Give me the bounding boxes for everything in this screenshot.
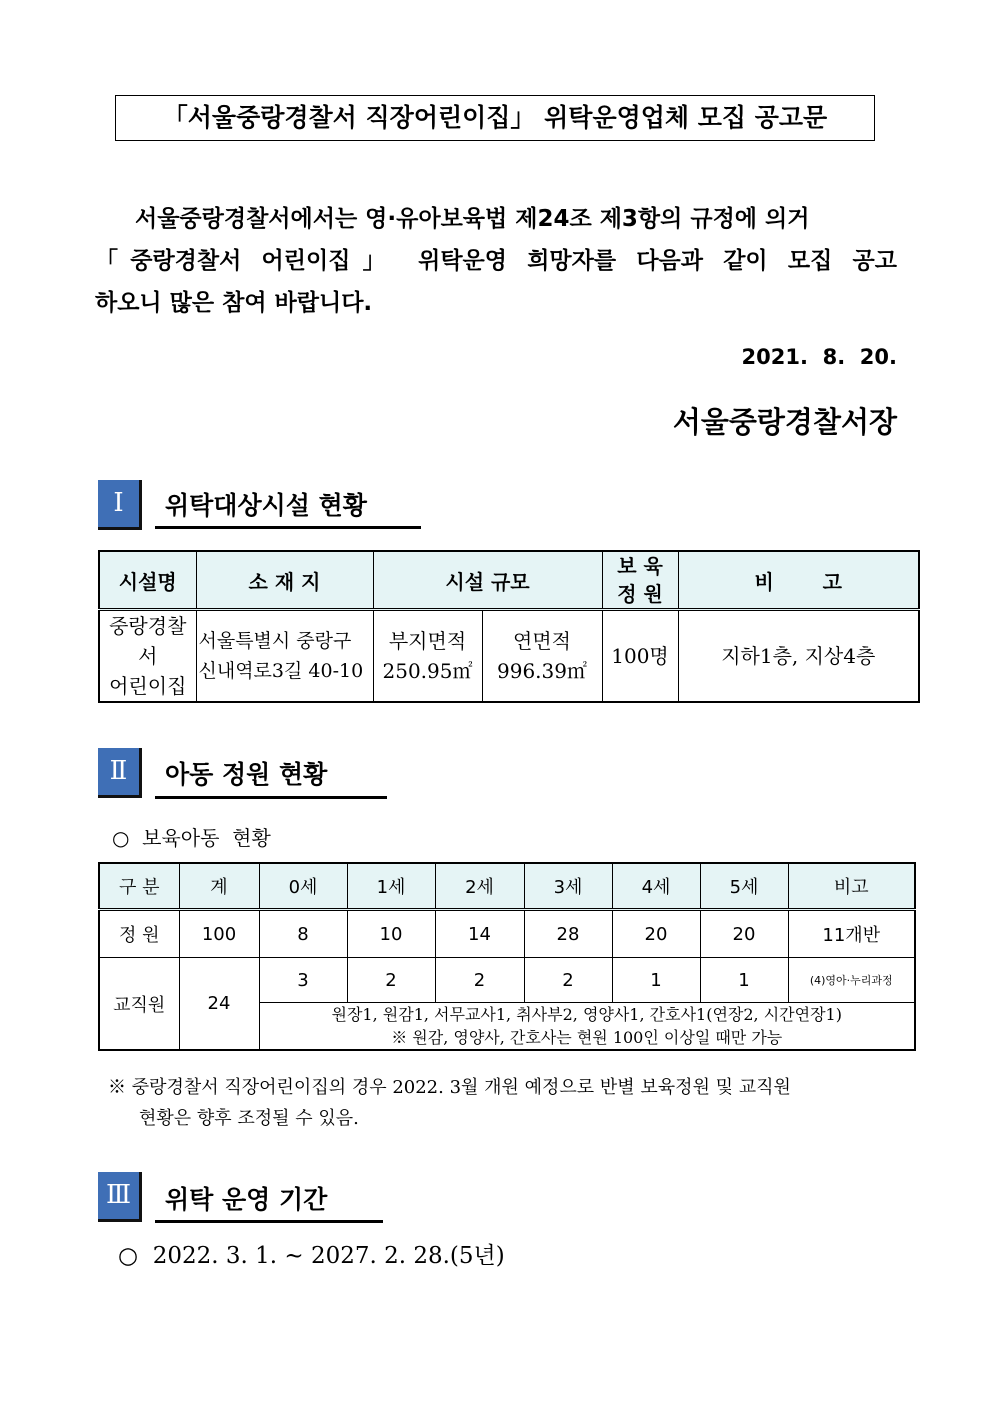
header-cell: 1세	[347, 863, 435, 910]
table-cell: (4)영아·누리과정	[788, 958, 915, 1003]
staff-detail-note-cell: ※ 원감, 영양사, 간호사는 현원 100인 이상일 때만 가능	[259, 1026, 915, 1050]
section-underline	[155, 526, 421, 529]
table-header-row	[99, 551, 919, 610]
intro-line: 「중랑경찰서 어린이집」 위탁운영 희망자를 다음과 같이 모집 공고	[95, 248, 897, 274]
notice-date: 2021. 8. 20.	[741, 345, 897, 369]
note-cell: 지하1층, 지상4층	[678, 610, 919, 703]
operation-period: ○ 2022. 3. 1. ∼ 2027. 2. 28.(5년)	[118, 1243, 505, 1269]
table-cell: 10	[347, 910, 435, 958]
header-cell: 계	[179, 863, 259, 910]
table-row	[99, 610, 919, 703]
cell-line: 부지면적	[388, 629, 467, 653]
table-cell: 28	[524, 910, 612, 958]
row-label-cell: 교직원	[99, 958, 179, 1051]
header-cell: 0세	[259, 863, 347, 910]
issuer-name: 서울중랑경찰서장	[672, 405, 897, 439]
table-cell: 11개반	[788, 910, 915, 958]
footnote-line: ※ 중랑경찰서 직장어린이집의 경우 2022. 3월 개원 예정으로 반별 보육정원 및 교직원	[108, 1077, 791, 1098]
header-cell: 3세	[524, 863, 612, 910]
header-cell: 비고	[788, 863, 915, 910]
table-cell: 3	[259, 958, 347, 1003]
table-cell: 14	[435, 910, 524, 958]
page-title: 「서울중랑경찰서 직장어린이집」 위탁운영업체 모집 공고문	[115, 95, 875, 141]
header-cell: 구 분	[99, 863, 179, 910]
intro-line: 서울중랑경찰서에서는 영·유아보육법 제24조 제3항의 규정에 의거	[135, 206, 810, 232]
cell-line: 서울특별시 중랑구	[198, 630, 352, 652]
row-label-cell: 정 원	[99, 910, 179, 958]
children-quota-table	[98, 862, 916, 1051]
table-cell: 2	[347, 958, 435, 1003]
header-cell: 4세	[612, 863, 700, 910]
table-cell: 2	[524, 958, 612, 1003]
cell-line: 중랑경찰서	[109, 614, 187, 668]
header-cell-line: 정 원	[617, 582, 663, 606]
section-number-badge: Ⅰ	[98, 480, 142, 530]
table-cell: 24	[179, 958, 259, 1051]
section-title: 아동 정원 현황	[165, 760, 328, 789]
header-cell: 시설명	[99, 551, 196, 610]
cell-line: 996.39㎡	[497, 659, 587, 683]
header-cell: 소 재 지	[196, 551, 373, 610]
table-cell: 1	[700, 958, 788, 1003]
cell-line: 신내역로3길 40-10	[198, 660, 364, 682]
staff-detail-cell: 원장1, 원감1, 서무교사1, 취사부2, 영양사1, 간호사1(연장2, 시간연장1)	[259, 1003, 915, 1027]
table-cell: 8	[259, 910, 347, 958]
facility-table	[98, 550, 920, 703]
table-cell: 20	[700, 910, 788, 958]
footnote	[108, 1072, 908, 1134]
header-cell: 5세	[700, 863, 788, 910]
cell-line: 연면적	[513, 629, 571, 653]
header-cell-line: 보 육	[617, 554, 663, 578]
section-number-badge: Ⅱ	[98, 748, 142, 798]
section-title: 위탁 운영 기간	[165, 1185, 328, 1214]
table-row	[99, 910, 915, 958]
header-cell: 비 고	[678, 551, 919, 610]
footnote-line: 현황은 향후 조정될 수 있음.	[139, 1108, 359, 1129]
table-cell: 1	[612, 958, 700, 1003]
header-cell: 시설 규모	[373, 551, 602, 610]
cell-line: 250.95㎡	[382, 659, 473, 683]
table-cell: 20	[612, 910, 700, 958]
section-underline	[155, 796, 387, 799]
capacity-cell: 100명	[602, 610, 678, 703]
site-area-cell	[373, 610, 482, 703]
facility-name-cell	[99, 610, 196, 703]
cell-line: 어린이집	[109, 674, 187, 698]
subsection-heading: ○ 보육아동 현황	[112, 826, 271, 850]
floor-area-cell	[482, 610, 602, 703]
section-number-badge: Ⅲ	[98, 1172, 142, 1222]
table-row	[99, 958, 915, 1003]
table-cell: 2	[435, 958, 524, 1003]
section-underline	[155, 1220, 383, 1223]
table-cell: 100	[179, 910, 259, 958]
table-header-row	[99, 863, 915, 910]
address-cell	[196, 610, 373, 703]
intro-paragraph	[95, 198, 897, 324]
section-title: 위탁대상시설 현황	[165, 491, 367, 520]
header-cell	[602, 551, 678, 610]
intro-line: 하오니 많은 참여 바랍니다.	[95, 290, 373, 316]
header-cell: 2세	[435, 863, 524, 910]
